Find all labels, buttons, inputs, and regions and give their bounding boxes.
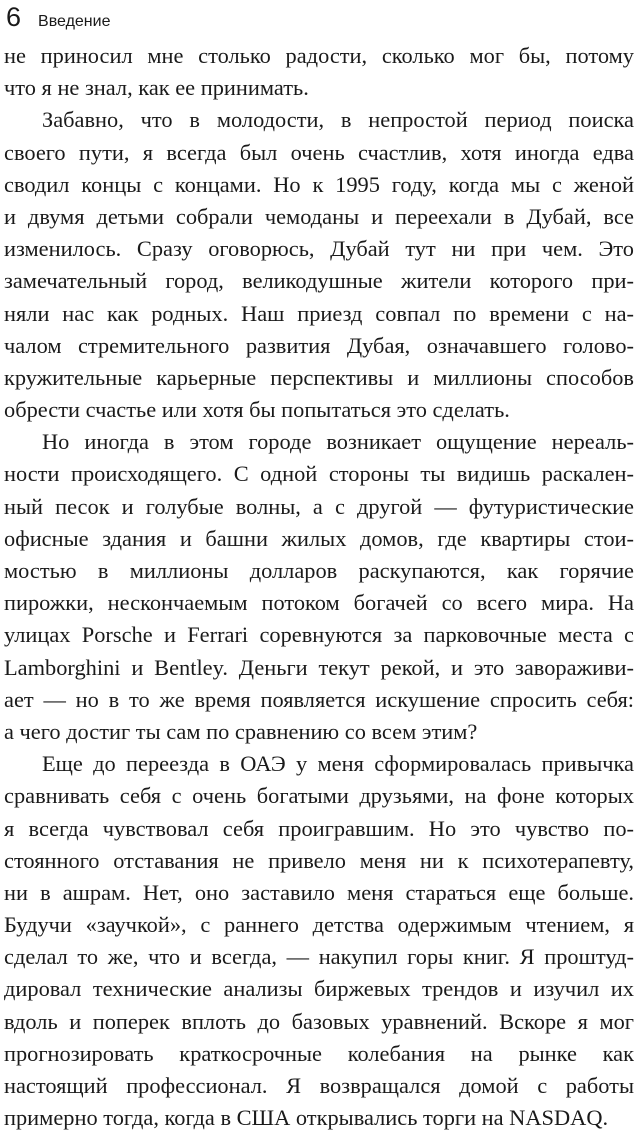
text-line: стоянного отставания не привело меня ни к психотерапевту, [4,847,634,873]
text-line: ни в ашрам. Нет, оно заставило меня стараться еще больше. [4,879,634,905]
text-line: ности происходящего. С одной стороны ты видишь раскален- [4,461,634,487]
page-number: 6 [6,2,22,32]
paragraph [4,748,634,1134]
text-line: Еще до переезда в ОАЭ у меня сформировалась привычка [42,751,634,777]
text-line: обрести счастье или хотя бы попытаться это сделать. [4,397,510,423]
text-line: замечательный город, великодушные жители которого при- [4,268,634,294]
text-line: сделал то же, что и всегда, — накупил горы книг. Я проштуд- [4,944,634,970]
text-line: пирожки, нескончаемым потоком богачей со всего мира. На [4,590,634,616]
text-line: няли нас как родных. Наш приезд совпал по времени с на- [4,300,634,326]
text-line: Забавно, что в молодости, в непростой период поиска [42,107,634,133]
text-line: что я не знал, как ее принимать. [4,75,309,101]
text-line: офисные здания и башни жилых домов, где квартиры стои- [4,525,634,551]
text-line: улицах Porsche и Ferrari соревнуются за парковочные места с [4,622,634,648]
text-line: чалом стремительного развития Дубая, означавшего голово- [4,332,634,358]
text-line: сводил концы с концами. Но к 1995 году, когда мы с женой [4,171,634,197]
text-line: прогнозировать краткосрочные колебания на рынке как [4,1040,634,1066]
page-body [4,40,634,1134]
text-line: примерно тогда, когда в США открывались торги на NASDAQ. [4,1105,609,1131]
text-line: мостью в миллионы долларов раскупаются, как горячие [4,558,634,583]
text-line: и двумя детьми собрали чемоданы и переехали в Дубай, все [4,203,634,229]
text-line: ный песок и голубые волны, а с другой — футуристические [4,493,634,519]
text-line: изменилось. Сразу оговорюсь, Дубай тут ни при чем. Это [4,236,634,262]
text-line: настоящий профессионал. Я возвращался домой с работы [4,1073,634,1098]
text-line: дировал технические анализы биржевых трендов и изучил их [4,976,634,1002]
page-header [6,2,110,36]
paragraph [4,104,634,426]
text-line: сравнивать себя с очень богатыми друзьями, на фоне которых [4,783,634,809]
text-line: Lamborghini и Bentley. Деньги текут рекой, и это завораживи- [4,654,634,680]
text-line: своего пути, я всегда был очень счастлив, хотя иногда едва [4,139,634,165]
paragraph [4,426,634,748]
text-line: а чего достиг ты сам по сравнению со всем этим? [4,718,478,744]
text-line: кружительные карьерные перспективы и миллионы способов [4,364,634,390]
running-title: Введение [38,13,111,30]
text-line: вдоль и поперек вплоть до базовых уравнений. Вскоре я мог [4,1008,634,1034]
text-line: Будучи «заучкой», с раннего детства одержимым чтением, я [4,912,634,938]
text-line: ает — но в то же время появляется искушение спросить себя: [4,686,634,712]
paragraph [4,40,634,104]
text-line: Но иногда в этом городе возникает ощущение нереаль- [42,429,634,455]
text-line: я всегда чувствовал себя проигравшим. Но это чувство по- [4,815,634,841]
text-line: не приносил мне столько радости, сколько мог бы, потому [4,43,634,68]
